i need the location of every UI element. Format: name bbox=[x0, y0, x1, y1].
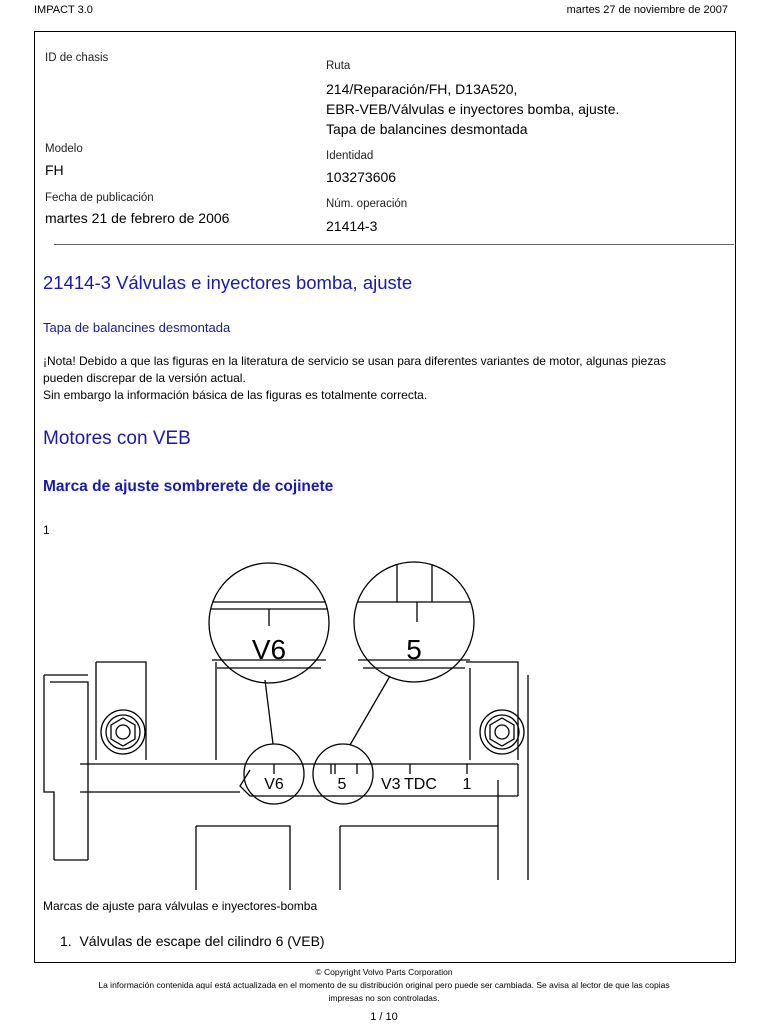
note-line-1: ¡Nota! Debido a que las figuras en la literatura de servicio se usan para diferentes variantes de motor, algunas piezas bbox=[43, 354, 667, 368]
identity-label: Identidad bbox=[326, 150, 374, 162]
divider bbox=[54, 244, 734, 245]
scale-label-5: 5 bbox=[337, 776, 347, 793]
print-date: martes 27 de noviembre de 2007 bbox=[566, 4, 728, 16]
operation-value: 21414-3 bbox=[326, 218, 378, 234]
note-paragraph bbox=[43, 353, 723, 404]
figure-caption: Marcas de ajuste para válvulas e inyectores-bomba bbox=[43, 899, 318, 913]
page-number: 1 / 10 bbox=[370, 1011, 398, 1023]
app-name: IMPACT 3.0 bbox=[34, 4, 93, 16]
scale-label-v6: V6 bbox=[264, 776, 284, 793]
publication-value: martes 21 de febrero de 2006 bbox=[45, 210, 230, 226]
route-label: Ruta bbox=[326, 60, 351, 72]
disclaimer-line-1: La información contenida aquí está actualizada en el momento de su distribución original pero puede ser cambiada. Se avisa al lector de que las copias bbox=[98, 980, 670, 990]
identity-value: 103273606 bbox=[326, 169, 397, 185]
route-line-2: EBR-VEB/Válvulas e inyectores bomba, ajuste. bbox=[326, 101, 620, 117]
valve-adjustment-figure bbox=[40, 560, 560, 890]
list-item-text: Válvulas de escape del cilindro 6 (VEB) bbox=[79, 933, 325, 949]
operation-label: Núm. operación bbox=[326, 198, 408, 210]
publication-label: Fecha de publicación bbox=[45, 192, 154, 204]
list-item: 1. Válvulas de escape del cilindro 6 (VEB) bbox=[60, 933, 325, 949]
footer bbox=[34, 966, 734, 1005]
scale-label-1: 1 bbox=[462, 776, 472, 793]
top-bar bbox=[34, 4, 728, 20]
zoom-left-label: V6 bbox=[251, 634, 287, 665]
subsection-heading: Marca de ajuste sombrerete de cojinete bbox=[43, 478, 334, 495]
page-subtitle: Tapa de balancines desmontada bbox=[43, 320, 231, 335]
chasis-label: ID de chasis bbox=[45, 52, 109, 64]
scale-label-v3: V3 bbox=[381, 776, 401, 793]
copyright: © Copyright Volvo Parts Corporation bbox=[315, 967, 453, 977]
page-title: 21414-3 Válvulas e inyectores bomba, ajuste bbox=[43, 272, 413, 293]
route-line-3: Tapa de balancines desmontada bbox=[326, 121, 528, 137]
zoom-right-label: 5 bbox=[406, 634, 422, 665]
note-line-3: Sin embargo la información básica de las figuras es totalmente correcta. bbox=[43, 388, 428, 402]
figure-number: 1 bbox=[43, 523, 50, 537]
model-label: Modelo bbox=[45, 143, 83, 155]
section-heading: Motores con VEB bbox=[43, 428, 191, 449]
note-line-2: pueden discrepar de la versión actual. bbox=[43, 371, 246, 385]
disclaimer-line-2: impresas no son controladas. bbox=[328, 993, 440, 1003]
scale-label-tdc: TDC bbox=[404, 776, 437, 793]
route-line-1: 214/Reparación/FH, D13A520, bbox=[326, 81, 518, 97]
model-value: FH bbox=[45, 162, 64, 178]
